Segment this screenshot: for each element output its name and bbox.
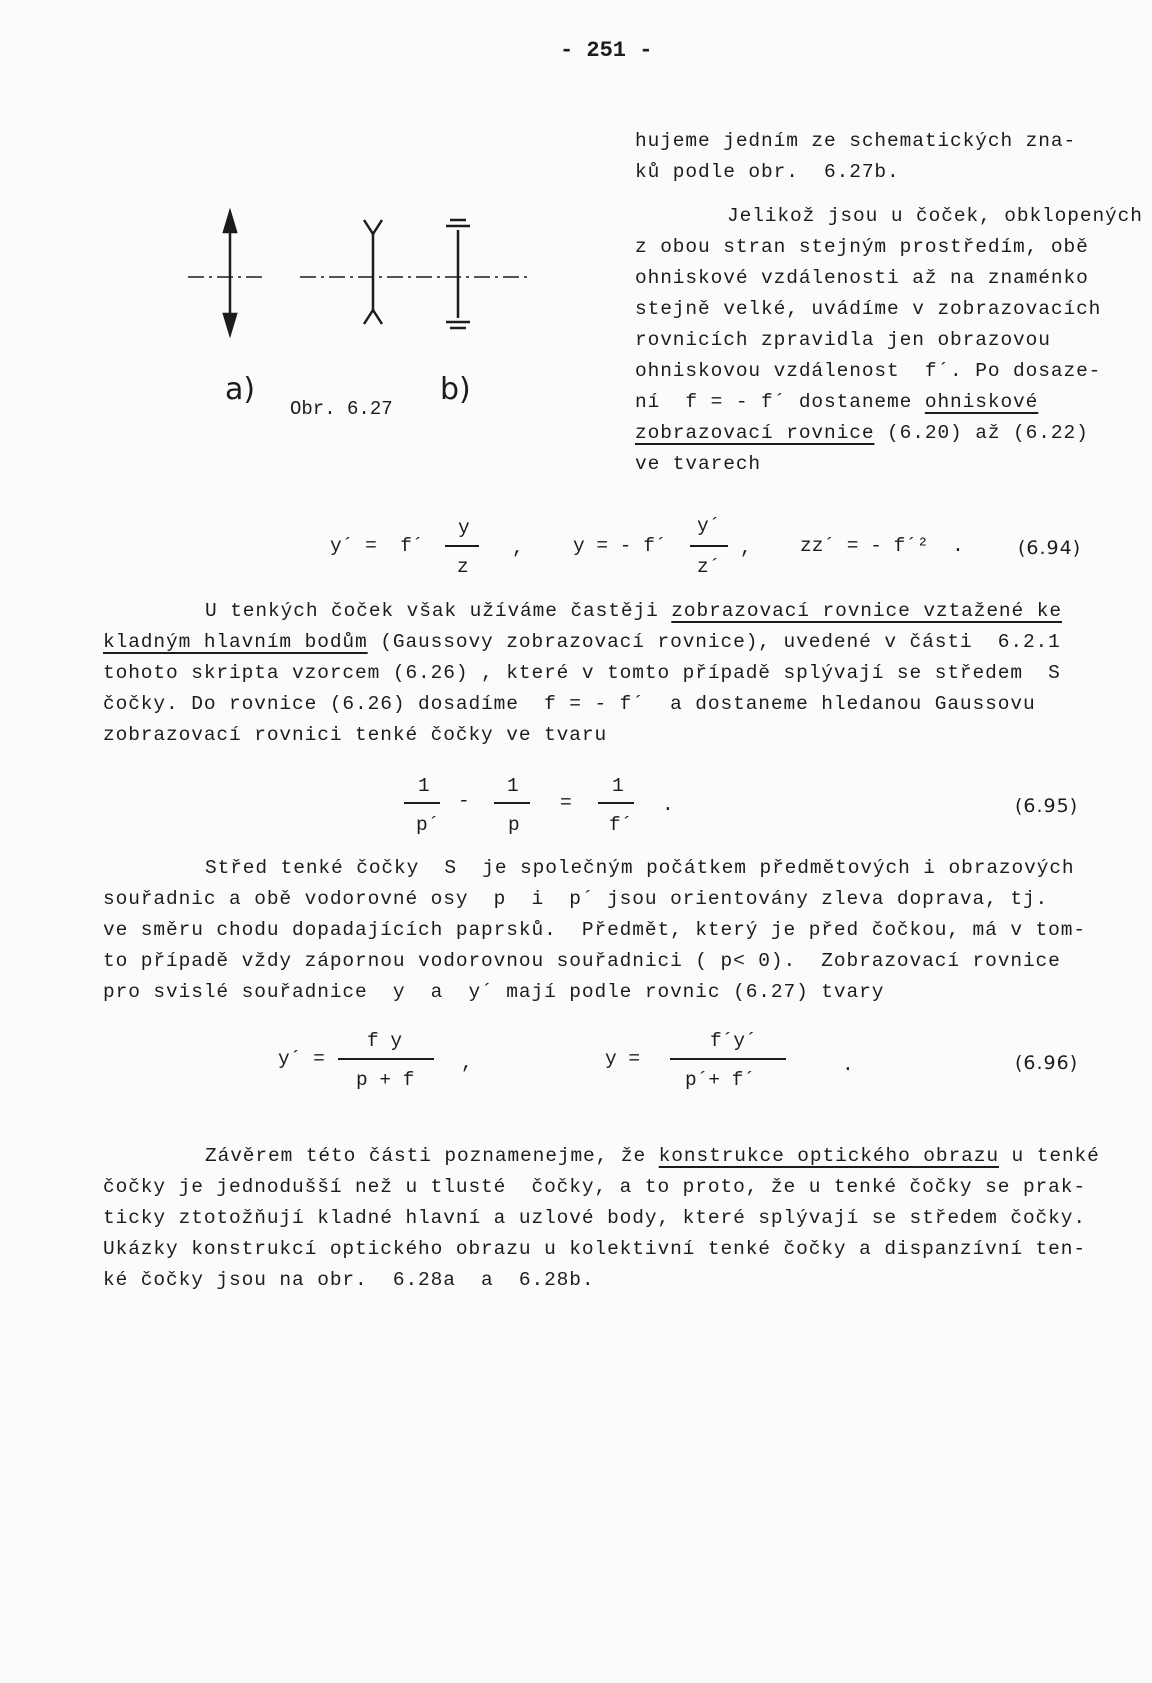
eq94-sep-2: , (740, 537, 752, 559)
eq95-den-1: p´ (416, 814, 440, 836)
eq95-minus: - (458, 790, 470, 812)
right-col-line-8: ohniskovou vzdálenost f´. Po dosaze- (635, 360, 1102, 382)
arrow-up-icon (224, 212, 236, 232)
eq94-b-den: z´ (697, 556, 721, 578)
figure-label-a: a) (225, 372, 256, 407)
underlined-term: zobrazovací rovnice vztažené ke (671, 600, 1062, 622)
eq95-fraction-bar-1 (404, 802, 440, 804)
eq96-b-num: f´y´ (710, 1030, 757, 1052)
para4-line-1 (205, 1145, 1100, 1167)
eq95-num-2: 1 (507, 775, 519, 797)
para2-line-3: tohoto skripta vzorcem (6.26) , které v tomto případě splývají se středem S (103, 662, 1061, 684)
arrow-down-icon (224, 314, 236, 334)
right-col-line-5: ohniskové vzdálenosti až na znaménko (635, 267, 1089, 289)
eq94-c: zz´ = - f´² . (800, 535, 964, 557)
para2-text: U tenkých čoček však užíváme častěji (205, 600, 672, 622)
para3-line-1: Střed tenké čočky S je společným počátkem předmětových i obrazových (205, 857, 1075, 879)
para4-line-4: Ukázky konstrukcí optického obrazu u kolektivní tenké čočky a dispanzívní ten- (103, 1238, 1086, 1260)
eq95-den-2: p (508, 814, 520, 836)
para3-line-2: souřadnic a obě vodorovné osy p i p´ jsou orientovány zleva doprava, tj. (103, 888, 1049, 910)
right-col-line-10 (635, 422, 1089, 444)
line9-text: ní f = - f´ dostaneme (635, 391, 925, 413)
right-col-line-1: hujeme jedním ze schematických zna- (635, 130, 1077, 152)
eq94-b-fraction-bar (690, 545, 728, 547)
right-col-line-2: ků podle obr. 6.27b. (635, 161, 900, 183)
para4-text: u tenké (998, 1145, 1100, 1167)
eq95-num-1: 1 (418, 775, 430, 797)
eq94-a-fraction-bar (445, 545, 479, 547)
eq96-a-num: f y (367, 1030, 403, 1052)
eq96-b-fraction-bar (670, 1058, 786, 1060)
eq95-fraction-bar-3 (598, 802, 634, 804)
eq94-a-lhs: y´ = f´ (330, 535, 424, 557)
eq94-b-lhs: y = - f´ (573, 535, 667, 557)
para4-line-3: ticky ztotožňují kladné hlavní a uzlové body, které splývají se středem čočky. (103, 1207, 1086, 1229)
eq96-a-den: p + f (356, 1069, 415, 1091)
underlined-term: kladným hlavním bodům (103, 631, 368, 653)
underlined-term: ohniskové (924, 391, 1039, 413)
eq96-b-lhs: y = (605, 1048, 641, 1070)
para3-line-5: pro svislé souřadnice y a y´ mají podle rovnic (6.27) tvary (103, 981, 885, 1003)
eq94-sep-1: , (512, 537, 524, 559)
figure-caption: Obr. 6.27 (290, 398, 393, 420)
right-col-line-3: Jelikož jsou u čoček, obklopených (727, 205, 1143, 227)
right-col-line-4: z obou stran stejným prostředím, obě (635, 236, 1089, 258)
eq94-b-num: y´ (697, 515, 721, 537)
eq94-a-num: y (458, 517, 470, 539)
underlined-term: zobrazovací rovnice (635, 422, 875, 444)
eq95-den-3: f´ (609, 814, 633, 836)
para3-line-3: ve směru chodu dopadajících paprsků. Předmět, který je před čočkou, má v tom- (103, 919, 1086, 941)
eq95-equals: = (560, 792, 572, 814)
para2-text: (Gaussovy zobrazovací rovnice), uvedené v části 6.2.1 (367, 631, 1061, 653)
para2-line-5: zobrazovací rovnici tenké čočky ve tvaru (103, 724, 608, 746)
figure-label-b: b) (440, 372, 471, 407)
para2-line-4: čočky. Do rovnice (6.26) dosadíme f = - f´ a dostaneme hledanou Gaussovu (103, 693, 1036, 715)
eq96-dot: . (842, 1054, 854, 1076)
eq96-a-fraction-bar (338, 1058, 434, 1060)
underlined-term: konstrukce optického obrazu (658, 1145, 999, 1167)
right-col-line-7: rovnicích zpravidla jen obrazovou (635, 329, 1051, 351)
eq94-a-den: z (457, 556, 469, 578)
para3-line-4: to případě vždy zápornou vodorovnou souřadnici ( p< 0). Zobrazovací rovnice (103, 950, 1061, 972)
right-col-line-9 (635, 391, 1038, 413)
para2-line-2 (103, 631, 1061, 653)
eq94-number: (6.94) (1018, 537, 1082, 559)
para4-line-2: čočky je jednodušší než u tlusté čočky, a to proto, že u tenké čočky se prak- (103, 1176, 1086, 1198)
eq96-b-den: p´+ f´ (685, 1069, 756, 1091)
eq96-sep: , (461, 1052, 473, 1074)
eq95-dot: . (662, 794, 674, 816)
para4-text: Závěrem této části poznamenejme, že (205, 1145, 659, 1167)
eq95-number: (6.95) (1015, 795, 1079, 817)
line10-text: (6.20) až (6.22) (874, 422, 1089, 444)
para4-line-5: ké čočky jsou na obr. 6.28a a 6.28b. (103, 1269, 595, 1291)
eq95-num-3: 1 (612, 775, 624, 797)
eq95-fraction-bar-2 (494, 802, 530, 804)
right-col-line-6: stejně velké, uvádíme v zobrazovacích (635, 298, 1102, 320)
eq96-number: (6.96) (1015, 1052, 1079, 1074)
right-col-line-11: ve tvarech (635, 453, 762, 475)
eq96-a-lhs: y´ = (278, 1048, 325, 1070)
page-number: - 251 - (560, 38, 653, 63)
para2-line-1 (205, 600, 1062, 622)
